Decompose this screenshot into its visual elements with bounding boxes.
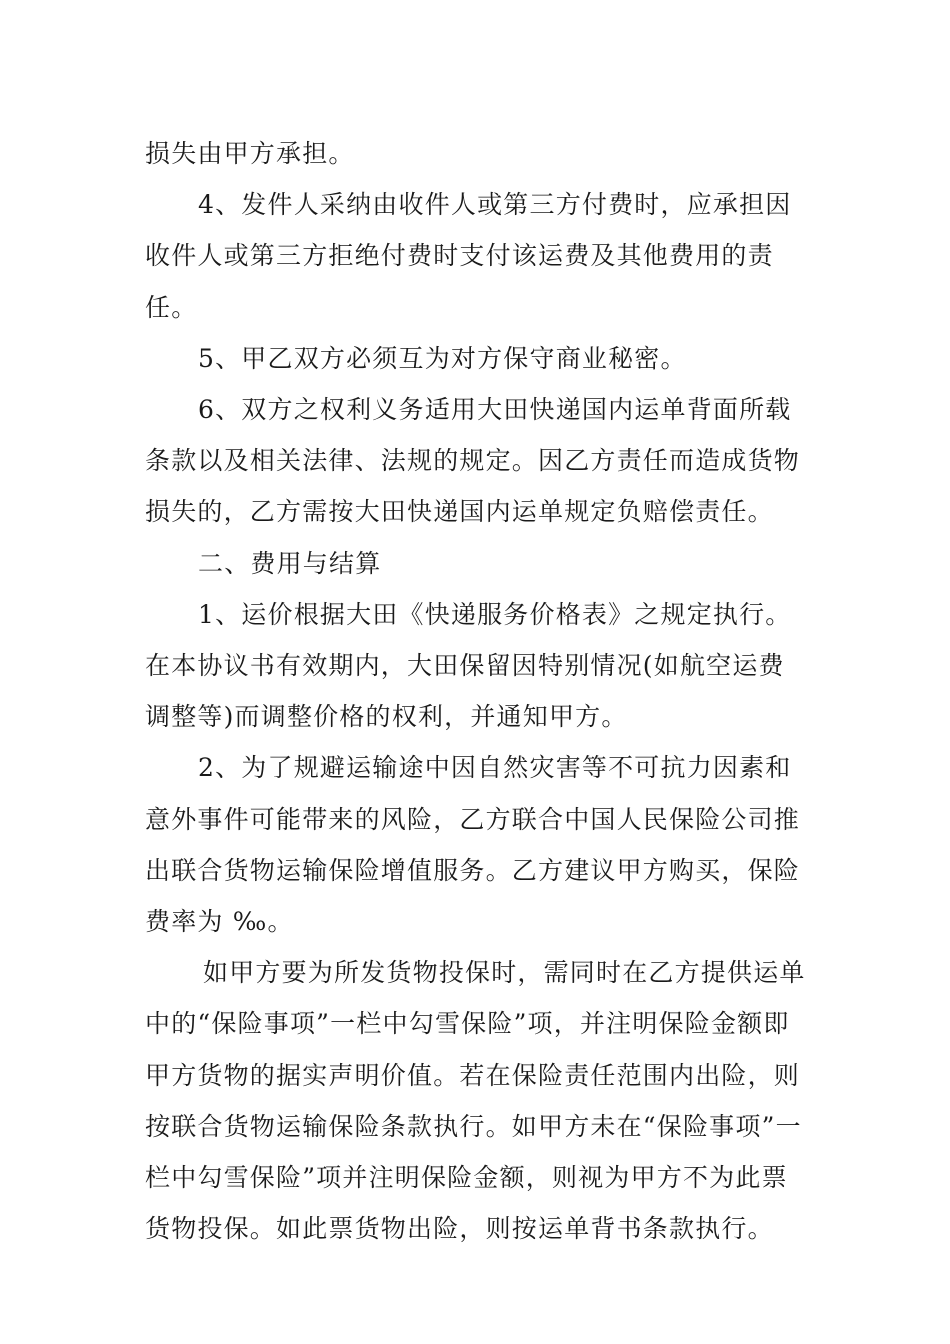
paragraph-fee-2: 2、为了规避运输途中因自然灾害等不可抗力因素和意外事件可能带来的风险，乙方联合中国人民保险公司推出联合货物运输保险增值服务。乙方建议甲方购买，保险费率为 ‰。 xyxy=(145,753,801,937)
paragraph-insurance: 如甲方要为所发货物投保时，需同时在乙方提供运单中的“保险事项”一栏中勾雪保险”项，并注明保险金额即甲方货物的据实声明价值。若在保险责任范围内出险，则按联合货物运输保险条款执行。如甲方未在“保险事项”一栏中勾雪保险”项并注明保险金额，则视为甲方不为此票货物投保。如此票货物出险，则按运单背书条款执行。 xyxy=(145,958,806,1244)
document-body xyxy=(145,128,807,1254)
section-heading-fees: 二、费用与结算 xyxy=(198,548,382,578)
paragraph-clause-4: 4、发件人采纳由收件人或第三方付费时，应承担因收件人或第三方拒绝付费时支付该运费及其他费用的责任。 xyxy=(145,190,792,322)
paragraph-clause-6: 6、双方之权利义务适用大田快递国内运单背面所载条款以及相关法律、法规的规定。因乙方责任而造成货物损失的，乙方需按大田快递国内运单规定负赔偿责任。 xyxy=(145,395,801,527)
paragraph-fee-1: 1、运价根据大田《快递服务价格表》之规定执行。在本协议书有效期内，大田保留因特别情况(如航空运费调整等)而调整价格的权利，并通知甲方。 xyxy=(145,599,792,732)
paragraph-clause-5: 5、甲乙双方必须互为对方保守商业秘密。 xyxy=(198,343,687,373)
paragraph-loss-borne: 损失由甲方承担。 xyxy=(145,139,355,168)
